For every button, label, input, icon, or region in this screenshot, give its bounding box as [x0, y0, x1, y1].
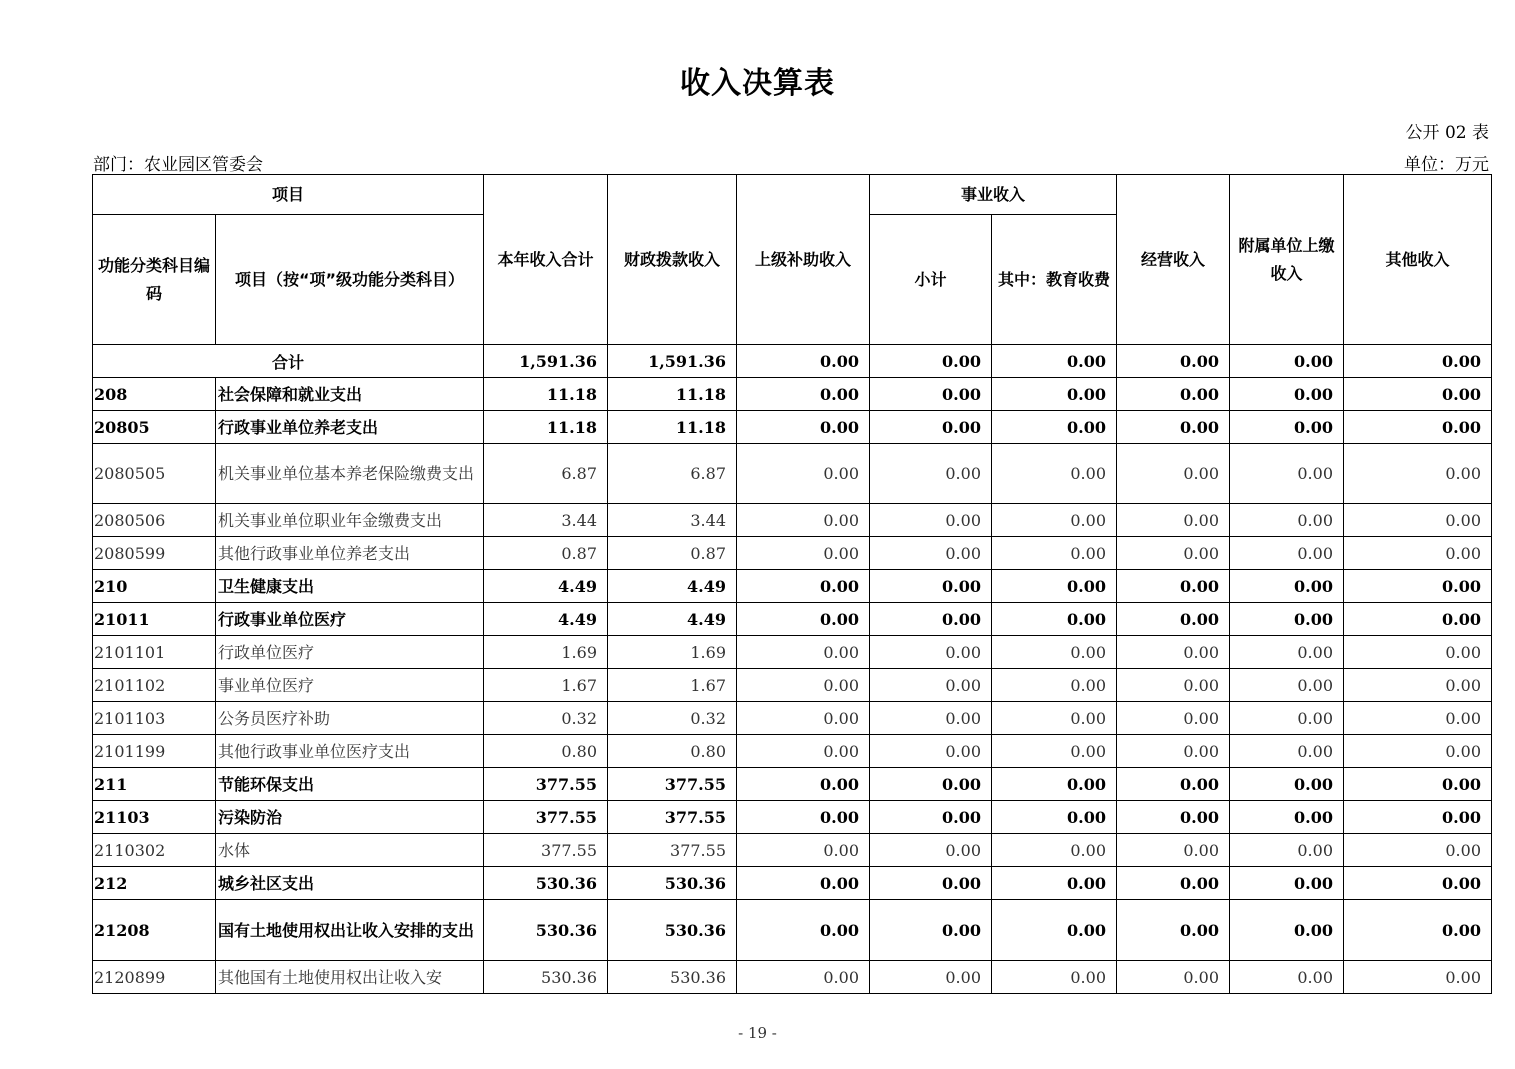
row-value: 377.55 — [608, 801, 737, 834]
row-value: 1.69 — [608, 636, 737, 669]
row-value: 0.00 — [870, 900, 992, 961]
row-name: 卫生健康支出 — [216, 570, 484, 603]
row-value: 1.69 — [484, 636, 608, 669]
row-value: 0.00 — [1344, 702, 1492, 735]
row-value: 0.00 — [737, 669, 870, 702]
row-value: 0.00 — [870, 636, 992, 669]
unit-label: 单位：万元 — [1404, 155, 1489, 175]
row-value: 0.00 — [1344, 669, 1492, 702]
row-value: 0.00 — [870, 702, 992, 735]
row-code: 20805 — [93, 411, 216, 444]
total-value: 0.00 — [737, 345, 870, 378]
row-value: 0.00 — [870, 768, 992, 801]
row-code: 212 — [93, 867, 216, 900]
row-value: 0.00 — [737, 735, 870, 768]
row-value: 0.00 — [1117, 504, 1230, 537]
row-value: 377.55 — [484, 801, 608, 834]
row-value: 4.49 — [484, 570, 608, 603]
row-value: 377.55 — [484, 768, 608, 801]
row-value: 0.00 — [1117, 636, 1230, 669]
row-value: 0.00 — [737, 636, 870, 669]
row-value: 0.00 — [1344, 570, 1492, 603]
row-code: 2080506 — [93, 504, 216, 537]
row-code: 211 — [93, 768, 216, 801]
row-name: 水体 — [216, 834, 484, 867]
row-code: 21103 — [93, 801, 216, 834]
row-value: 0.00 — [870, 669, 992, 702]
row-value: 0.80 — [484, 735, 608, 768]
row-value: 0.00 — [737, 603, 870, 636]
row-code: 2080599 — [93, 537, 216, 570]
department-label: 部门：农业园区管委会 — [93, 155, 263, 175]
row-name: 公务员医疗补助 — [216, 702, 484, 735]
row-value: 0.87 — [484, 537, 608, 570]
row-value: 0.00 — [1117, 669, 1230, 702]
row-value: 0.00 — [992, 537, 1117, 570]
row-value: 0.00 — [992, 411, 1117, 444]
row-value: 0.00 — [1230, 834, 1344, 867]
page-title: 收入决算表 — [680, 66, 835, 101]
row-value: 0.00 — [992, 444, 1117, 504]
row-value: 0.00 — [870, 834, 992, 867]
row-value: 0.00 — [870, 537, 992, 570]
row-value: 0.00 — [1117, 702, 1230, 735]
row-value: 0.00 — [992, 867, 1117, 900]
row-value: 0.00 — [1230, 768, 1344, 801]
row-value: 0.00 — [737, 378, 870, 411]
row-name: 污染防治 — [216, 801, 484, 834]
form-number: 公开 02 表 — [1405, 123, 1489, 143]
row-value: 0.00 — [737, 801, 870, 834]
row-value: 0.00 — [1117, 537, 1230, 570]
row-value: 0.00 — [870, 603, 992, 636]
row-value: 11.18 — [484, 411, 608, 444]
row-value: 0.00 — [992, 801, 1117, 834]
row-value: 0.00 — [1230, 570, 1344, 603]
row-value: 0.00 — [737, 444, 870, 504]
row-value: 0.00 — [1230, 411, 1344, 444]
row-value: 0.00 — [737, 504, 870, 537]
table-row — [93, 702, 1492, 735]
row-value: 0.00 — [1230, 636, 1344, 669]
row-value: 0.00 — [1117, 900, 1230, 961]
row-name: 城乡社区支出 — [216, 867, 484, 900]
row-value: 0.00 — [870, 411, 992, 444]
row-value: 0.00 — [1117, 444, 1230, 504]
header-business-group: 事业收入 — [870, 175, 1117, 215]
row-value: 377.55 — [608, 834, 737, 867]
row-value: 0.00 — [1230, 735, 1344, 768]
table-row — [93, 537, 1492, 570]
row-value: 0.00 — [992, 735, 1117, 768]
row-value: 0.00 — [870, 570, 992, 603]
row-value: 0.00 — [1230, 702, 1344, 735]
row-value: 4.49 — [608, 570, 737, 603]
header-subtotal: 小计 — [870, 215, 992, 345]
row-value: 0.87 — [608, 537, 737, 570]
row-value: 11.18 — [484, 378, 608, 411]
table-row — [93, 867, 1492, 900]
header-total: 本年收入合计 — [484, 175, 608, 345]
row-value: 0.00 — [1344, 444, 1492, 504]
row-value: 0.00 — [870, 867, 992, 900]
row-value: 0.00 — [1230, 961, 1344, 994]
table-row — [93, 801, 1492, 834]
row-value: 0.00 — [1230, 378, 1344, 411]
row-value: 0.00 — [1117, 768, 1230, 801]
row-name: 机关事业单位职业年金缴费支出 — [216, 504, 484, 537]
row-name: 行政单位医疗 — [216, 636, 484, 669]
row-name: 节能环保支出 — [216, 768, 484, 801]
row-value: 0.00 — [1230, 603, 1344, 636]
row-value: 0.00 — [1117, 603, 1230, 636]
total-value: 0.00 — [870, 345, 992, 378]
row-value: 0.00 — [1344, 636, 1492, 669]
total-value: 0.00 — [992, 345, 1117, 378]
table-row — [93, 411, 1492, 444]
row-code: 2101103 — [93, 702, 216, 735]
row-value: 0.00 — [992, 900, 1117, 961]
row-value: 530.36 — [608, 961, 737, 994]
row-value: 0.00 — [1344, 768, 1492, 801]
row-value: 0.00 — [992, 961, 1117, 994]
row-value: 0.00 — [1344, 378, 1492, 411]
total-value: 1,591.36 — [484, 345, 608, 378]
table-row — [93, 570, 1492, 603]
row-value: 0.00 — [1117, 961, 1230, 994]
row-value: 0.00 — [1344, 961, 1492, 994]
header-operating: 经营收入 — [1117, 175, 1230, 345]
row-code: 2101102 — [93, 669, 216, 702]
row-code: 2101101 — [93, 636, 216, 669]
total-value: 0.00 — [1230, 345, 1344, 378]
table-row — [93, 669, 1492, 702]
row-value: 3.44 — [484, 504, 608, 537]
row-value: 0.00 — [1117, 411, 1230, 444]
row-value: 0.00 — [1344, 537, 1492, 570]
row-value: 0.00 — [870, 504, 992, 537]
row-value: 0.00 — [1344, 504, 1492, 537]
row-value: 0.00 — [992, 636, 1117, 669]
row-value: 0.00 — [1117, 735, 1230, 768]
row-code: 2120899 — [93, 961, 216, 994]
row-value: 0.00 — [1344, 867, 1492, 900]
row-value: 377.55 — [608, 768, 737, 801]
row-value: 0.80 — [608, 735, 737, 768]
row-value: 0.00 — [737, 537, 870, 570]
row-value: 0.00 — [737, 867, 870, 900]
row-value: 11.18 — [608, 378, 737, 411]
page-number: - 19 - — [738, 1024, 777, 1042]
total-value: 0.00 — [1117, 345, 1230, 378]
row-value: 0.00 — [1117, 867, 1230, 900]
table-row — [93, 768, 1492, 801]
row-value: 4.49 — [484, 603, 608, 636]
total-value: 1,591.36 — [608, 345, 737, 378]
row-name: 其他国有土地使用权出让收入安 — [216, 961, 484, 994]
row-value: 0.00 — [992, 378, 1117, 411]
row-value: 11.18 — [608, 411, 737, 444]
row-value: 0.00 — [870, 801, 992, 834]
header-affiliated: 附属单位上缴收入 — [1230, 175, 1344, 345]
row-name: 国有土地使用权出让收入安排的支出 — [216, 900, 484, 961]
row-value: 530.36 — [484, 867, 608, 900]
row-value: 530.36 — [484, 900, 608, 961]
row-value: 0.00 — [992, 603, 1117, 636]
row-value: 1.67 — [608, 669, 737, 702]
row-value: 0.00 — [1230, 900, 1344, 961]
header-education: 其中：教育收费 — [992, 215, 1117, 345]
row-value: 0.00 — [992, 834, 1117, 867]
row-value: 4.49 — [608, 603, 737, 636]
row-value: 0.00 — [1230, 669, 1344, 702]
row-name: 社会保障和就业支出 — [216, 378, 484, 411]
row-name: 机关事业单位基本养老保险缴费支出 — [216, 444, 484, 504]
row-value: 0.32 — [484, 702, 608, 735]
row-value: 0.00 — [870, 961, 992, 994]
row-value: 0.00 — [1344, 801, 1492, 834]
row-value: 0.00 — [992, 768, 1117, 801]
row-code: 21011 — [93, 603, 216, 636]
row-value: 0.00 — [1117, 570, 1230, 603]
row-value: 0.00 — [992, 570, 1117, 603]
table-row — [93, 961, 1492, 994]
row-value: 1.67 — [484, 669, 608, 702]
header-superior: 上级补助收入 — [737, 175, 870, 345]
row-name: 事业单位医疗 — [216, 669, 484, 702]
header-project: 项目 — [93, 175, 484, 215]
table-row — [93, 603, 1492, 636]
row-value: 0.00 — [870, 378, 992, 411]
row-name: 行政事业单位养老支出 — [216, 411, 484, 444]
row-value: 0.32 — [608, 702, 737, 735]
income-table — [92, 174, 1492, 994]
row-code: 2080505 — [93, 444, 216, 504]
table-row — [93, 900, 1492, 961]
header-name: 项目（按“项”级功能分类科目） — [216, 215, 484, 345]
row-value: 0.00 — [1344, 834, 1492, 867]
row-value: 3.44 — [608, 504, 737, 537]
row-value: 0.00 — [1344, 735, 1492, 768]
header-code: 功能分类科目编码 — [93, 215, 216, 345]
row-value: 0.00 — [737, 702, 870, 735]
row-value: 6.87 — [484, 444, 608, 504]
row-value: 0.00 — [870, 735, 992, 768]
row-value: 530.36 — [608, 900, 737, 961]
row-name: 其他行政事业单位医疗支出 — [216, 735, 484, 768]
row-value: 6.87 — [608, 444, 737, 504]
row-value: 377.55 — [484, 834, 608, 867]
row-code: 2110302 — [93, 834, 216, 867]
row-value: 0.00 — [1344, 411, 1492, 444]
row-code: 208 — [93, 378, 216, 411]
row-value: 0.00 — [737, 768, 870, 801]
row-value: 530.36 — [608, 867, 737, 900]
row-value: 0.00 — [870, 444, 992, 504]
row-name: 其他行政事业单位养老支出 — [216, 537, 484, 570]
row-code: 2101199 — [93, 735, 216, 768]
row-code: 210 — [93, 570, 216, 603]
row-value: 0.00 — [992, 702, 1117, 735]
row-name: 行政事业单位医疗 — [216, 603, 484, 636]
table-row — [93, 636, 1492, 669]
row-value: 530.36 — [484, 961, 608, 994]
row-value: 0.00 — [737, 411, 870, 444]
row-code: 21208 — [93, 900, 216, 961]
row-value: 0.00 — [992, 669, 1117, 702]
table-row — [93, 444, 1492, 504]
total-value: 0.00 — [1344, 345, 1492, 378]
row-value: 0.00 — [1117, 378, 1230, 411]
table-row — [93, 504, 1492, 537]
table-row — [93, 735, 1492, 768]
row-value: 0.00 — [992, 504, 1117, 537]
row-value: 0.00 — [737, 570, 870, 603]
row-value: 0.00 — [1230, 801, 1344, 834]
row-value: 0.00 — [1344, 603, 1492, 636]
row-value: 0.00 — [737, 961, 870, 994]
row-value: 0.00 — [1230, 504, 1344, 537]
row-value: 0.00 — [737, 834, 870, 867]
header-other: 其他收入 — [1344, 175, 1492, 345]
row-value: 0.00 — [1230, 444, 1344, 504]
row-value: 0.00 — [1344, 900, 1492, 961]
table-row — [93, 834, 1492, 867]
row-value: 0.00 — [1117, 834, 1230, 867]
total-label: 合计 — [93, 345, 484, 378]
total-row — [93, 345, 1492, 378]
header-fiscal: 财政拨款收入 — [608, 175, 737, 345]
row-value: 0.00 — [737, 900, 870, 961]
row-value: 0.00 — [1230, 867, 1344, 900]
row-value: 0.00 — [1230, 537, 1344, 570]
row-value: 0.00 — [1117, 801, 1230, 834]
table-row — [93, 378, 1492, 411]
